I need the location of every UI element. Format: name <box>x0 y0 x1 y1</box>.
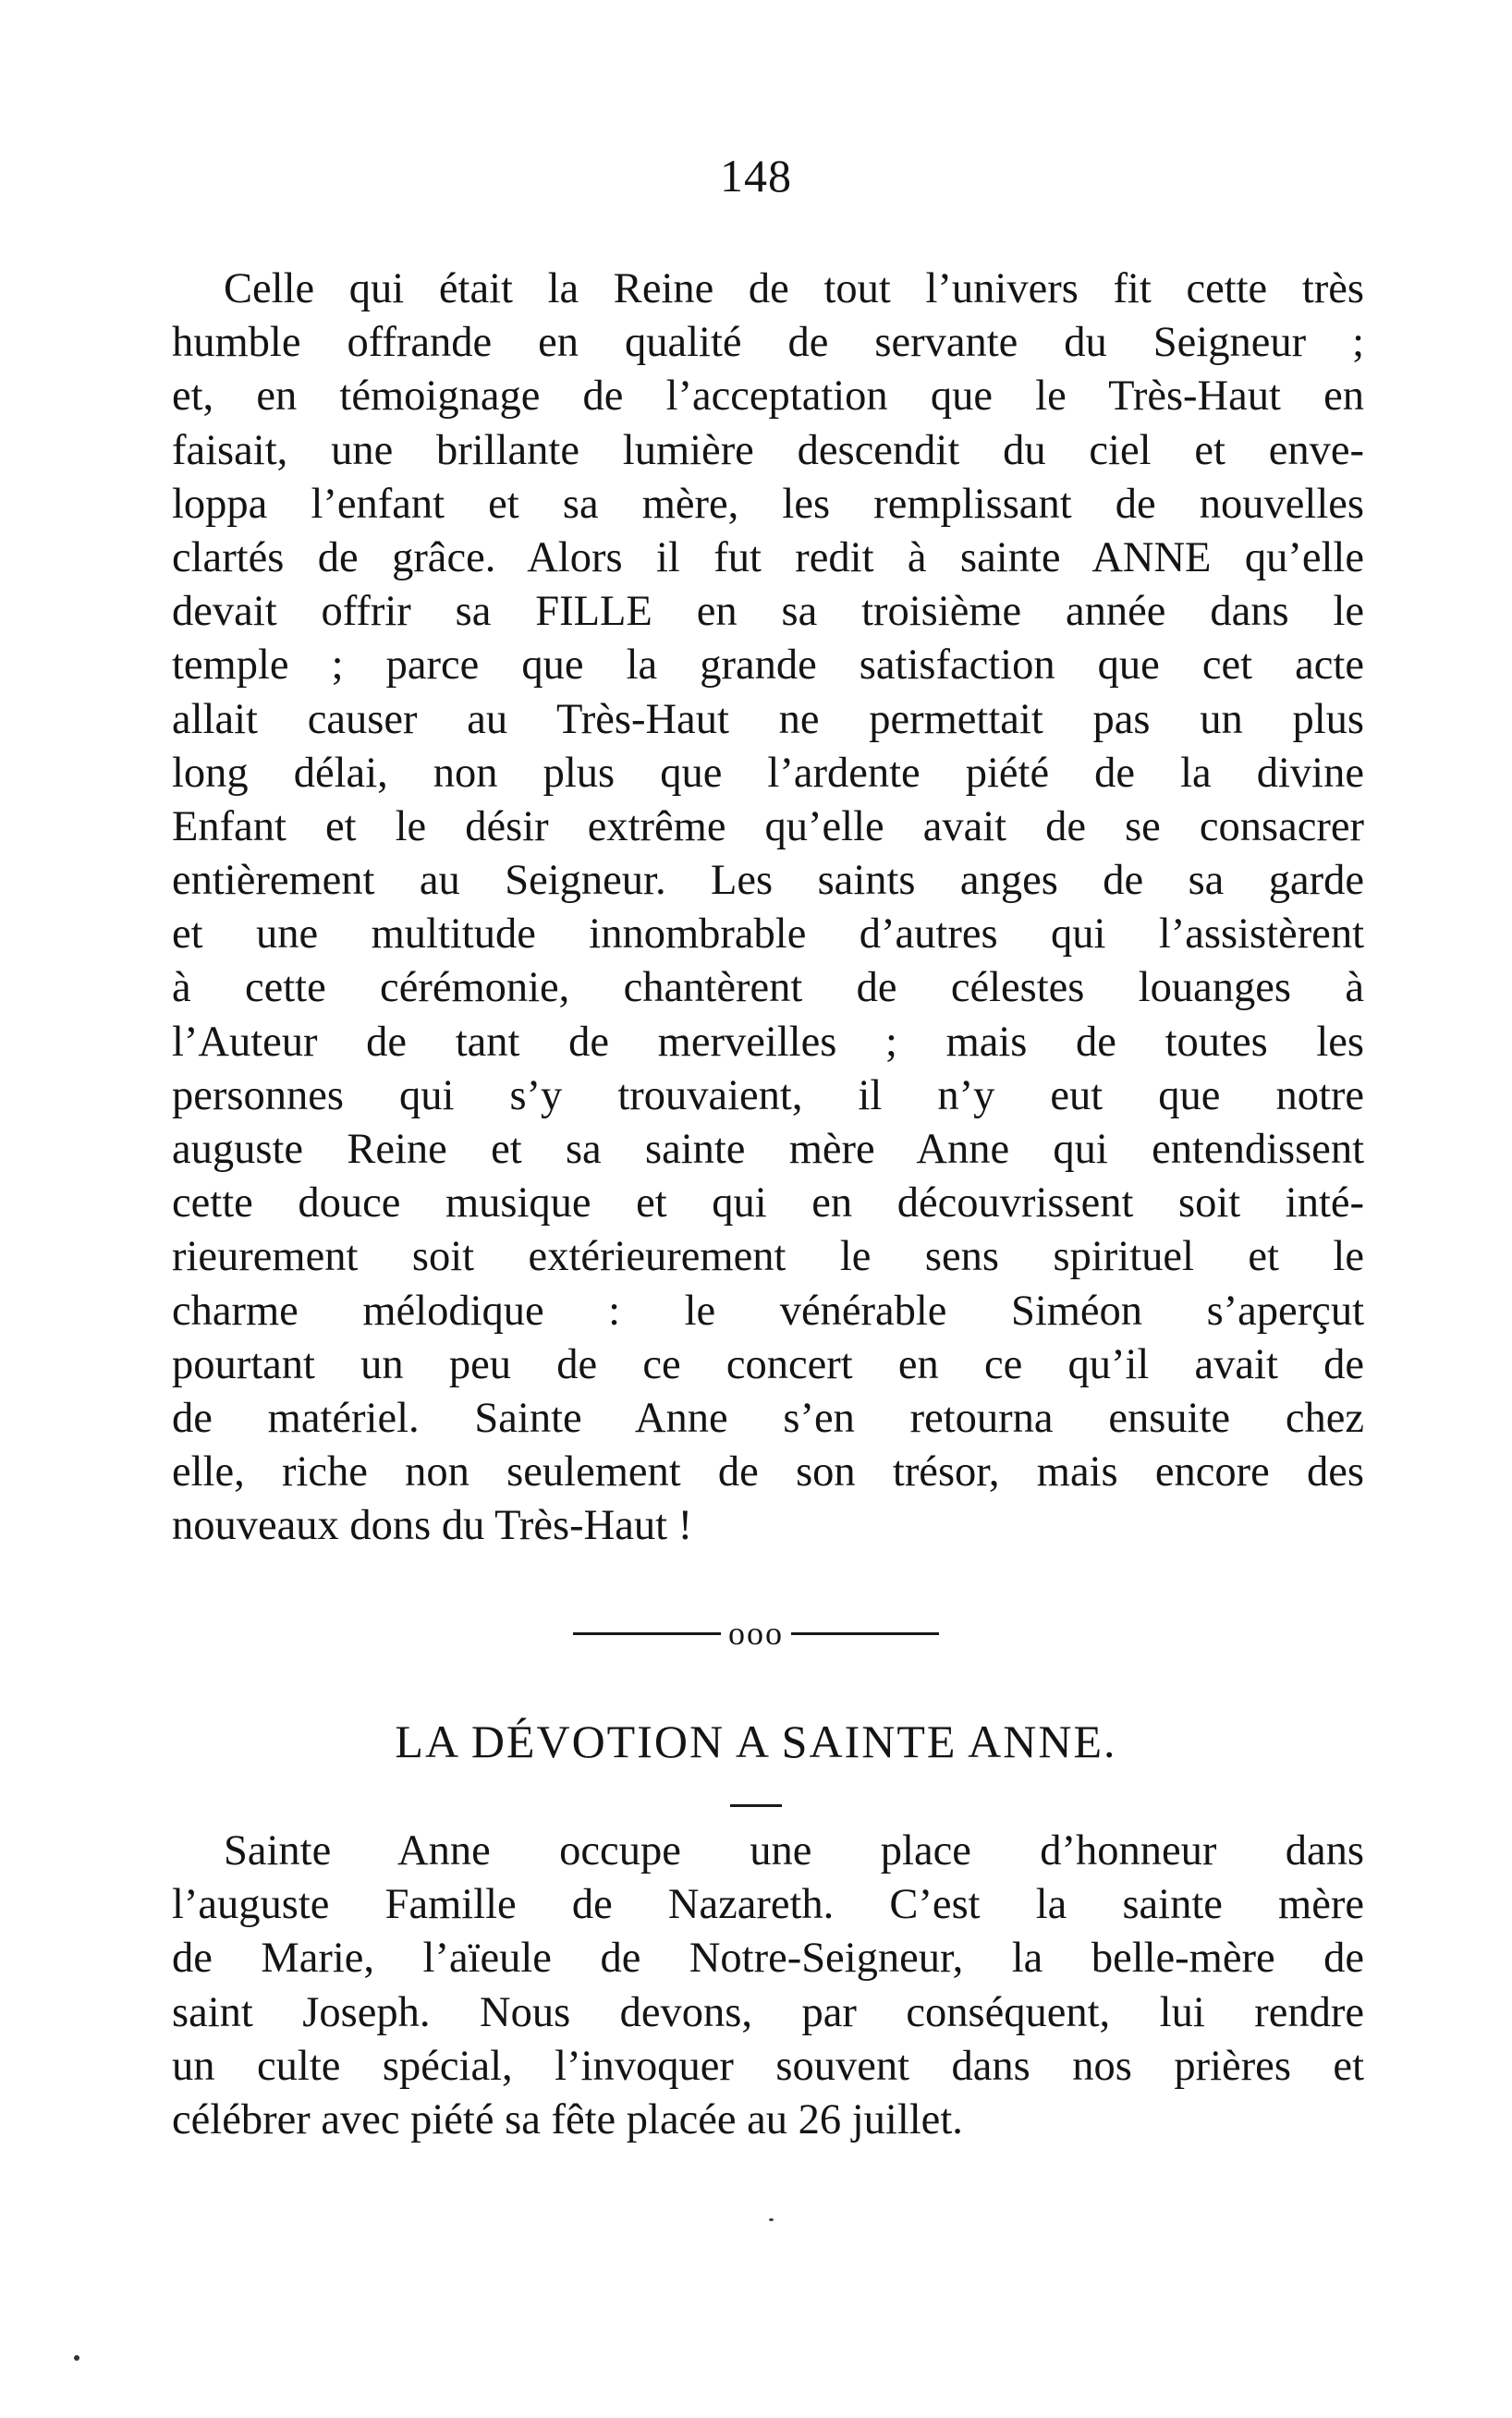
text-line: un culte spécial, l’invoquer souvent dans nos prières et <box>172 2042 1364 2090</box>
text-line: pourtant un peu de ce concert en ce qu’il avait de <box>172 1340 1364 1388</box>
text-line: long délai, non plus que l’ardente piété de la divine <box>172 749 1364 797</box>
text-line: célébrer avec piété sa fête placée au 26 juillet. <box>172 2095 963 2143</box>
text-line: de Marie, l’aïeule de Notre-Seigneur, la belle-mère de <box>172 1935 1364 1983</box>
text-line: et une multitude innombrable d’autres qui l’assistèrent <box>172 910 1364 959</box>
text-line: devait offrir sa FILLE en sa troisième année dans le <box>172 588 1364 636</box>
text-line: saint Joseph. Nous devons, par conséquent, lui rendre <box>172 1988 1364 2036</box>
text-line: Sainte Anne occupe une place d’honneur dans <box>224 1827 1364 1875</box>
text-line: de matériel. Sainte Anne s’en retourna ensuite chez <box>172 1394 1364 1442</box>
text-line: rieurement soit extérieurement le sens spirituel et le <box>172 1233 1364 1281</box>
text-line: Celle qui était la Reine de tout l’univers fit cette très <box>224 265 1364 312</box>
text-line: loppa l’enfant et sa mère, les remplissant de nouvelles <box>172 480 1364 528</box>
text-line: allait causer au Très-Haut ne permettait pas un plus <box>172 695 1364 743</box>
section-separator <box>0 1610 1512 1656</box>
text-line: elle, riche non seulement de son trésor, mais encore des <box>172 1448 1364 1496</box>
separator-ornament: ooo <box>728 1615 784 1652</box>
text-line: cette douce musique et qui en découvrissent soit inté- <box>172 1179 1364 1227</box>
text-line: faisait, une brillante lumière descendit du ciel et enve- <box>172 426 1364 474</box>
text-line: charme mélodique : le vénérable Siméon s’aperçut <box>172 1287 1364 1335</box>
text-line: et, en témoignage de l’acceptation que le Très-Haut en <box>172 372 1364 421</box>
text-line: nouveaux dons du Très-Haut ! <box>172 1502 693 1550</box>
text-line: l’Auteur de tant de merveilles ; mais de toutes les <box>172 1018 1364 1066</box>
text-line: Enfant et le désir extrême qu’elle avait de se consacrer <box>172 802 1364 850</box>
text-line: clartés de grâce. Alors il fut redit à sainte ANNE qu’elle <box>172 533 1364 581</box>
text-line: auguste Reine et sa sainte mère Anne qui entendissent <box>172 1126 1364 1173</box>
separator-rule-right <box>791 1632 939 1635</box>
print-speck <box>769 2218 774 2221</box>
text-line: temple ; parce que la grande satisfaction que cet acte <box>172 641 1364 690</box>
title-rule <box>730 1804 782 1807</box>
text-line: à cette cérémonie, chantèrent de célestes louanges à <box>172 964 1364 1012</box>
section-title: LA DÉVOTION A SAINTE ANNE. <box>395 1716 1117 1767</box>
text-line: personnes qui s’y trouvaient, il n’y eut que notre <box>172 1071 1364 1119</box>
paragraph-presentation <box>172 263 1364 1554</box>
text-line: entièrement au Seigneur. Les saints anges de sa garde <box>172 857 1364 905</box>
print-speck <box>74 2355 79 2361</box>
paragraph-devotion <box>172 1825 1364 2147</box>
text-line: l’auguste Famille de Nazareth. C’est la sainte mère <box>172 1881 1364 1929</box>
page-number: 148 <box>720 150 792 202</box>
text-line: humble offrande en qualité de servante du Seigneur ; <box>172 319 1364 367</box>
separator-rule-left <box>573 1632 721 1635</box>
